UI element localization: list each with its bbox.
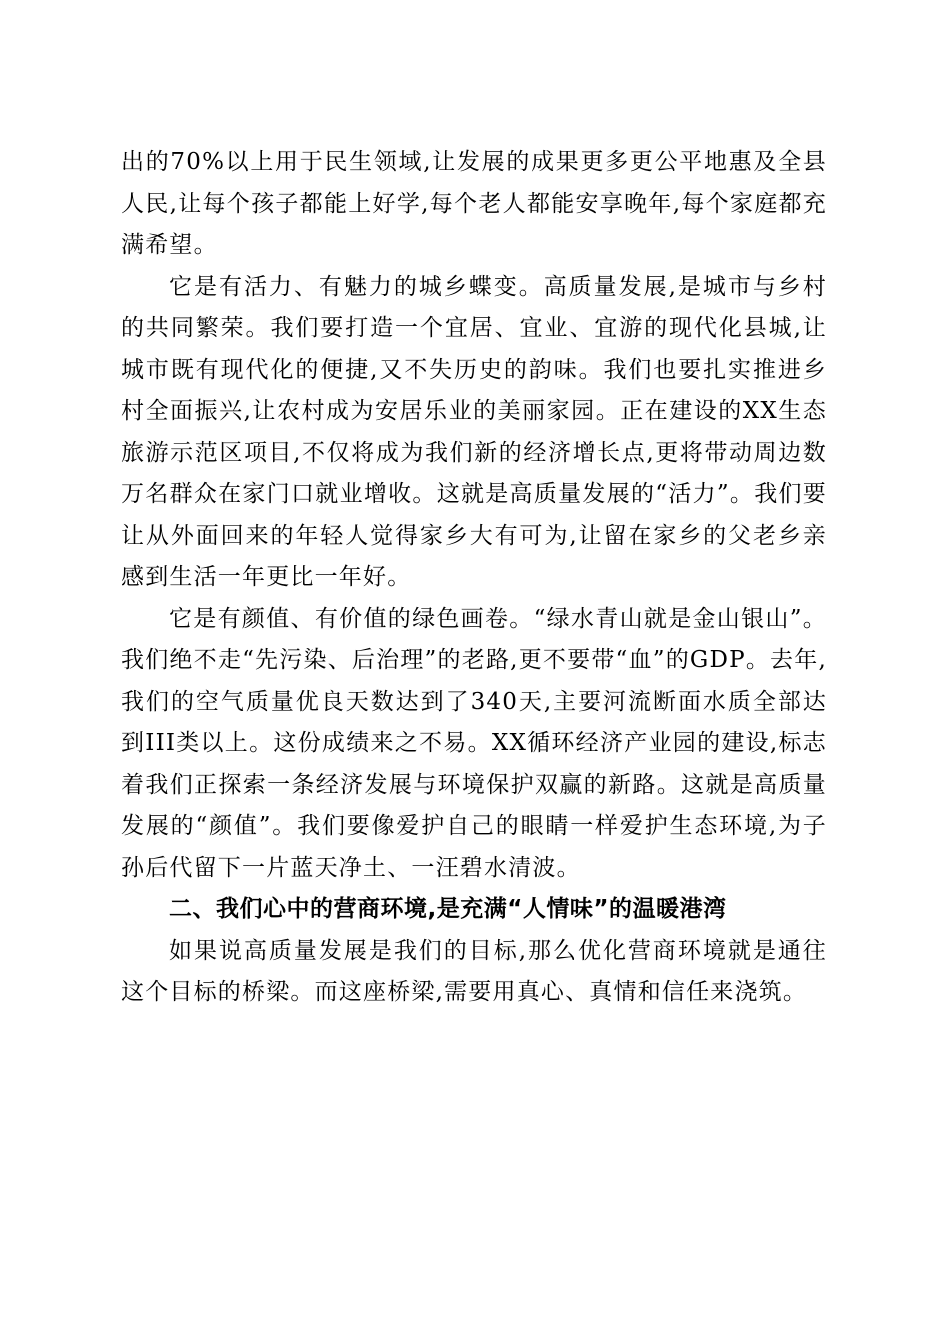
section-heading: 二、我们心中的营商环境,是充满“人情味”的温暖港湾 [169,896,727,922]
document-body [121,142,827,1014]
paragraph-urban-rural: 它是有活力、有魅力的城乡蝶变。高质量发展,是城市与乡村的共同繁荣。我们要打造一个宜居、宜业、宜游的现代化县城,让城市既有现代化的便捷,又不失历史的韵味。我们也要扎实推进乡村全面振兴,让农村成为安居乐业的美丽家园。正在建设的XX生态旅游示范区项目,不仅将成为我们新的经济增长点,更将带动周边数万名群众在家门口就业增收。这就是高质量发展的“活力”。我们要让从外面回来的年轻人觉得家乡大有可为,让留在家乡的父老乡亲感到生活一年更比一年好。 [121,273,827,590]
paragraph-business-environment: 如果说高质量发展是我们的目标,那么优化营商环境就是通往这个目标的桥梁。而这座桥梁,需要用真心、真情和信任来浇筑。 [121,937,827,1005]
paragraph-green-development: 它是有颜值、有价值的绿色画卷。“绿水青山就是金山银山”。我们绝不走“先污染、后治理”的老路,更不要带“血”的GDP。去年,我们的空气质量优良天数达到了340天,主要河流断面水质全部达到III类以上。这份成绩来之不易。XX循环经济产业园的建设,标志着我们正探索一条经济发展与环境保护双赢的新路。这就是高质量发展的“颜值”。我们要像爱护自己的眼睛一样爱护生态环境,为子孙后代留下一片蓝天净土、一汪碧水清波。 [121,605,827,881]
paragraph-people-livelihood: 出的70%以上用于民生领域,让发展的成果更多更公平地惠及全县人民,让每个孩子都能上好学,每个老人都能安享晚年,每个家庭都充满希望。 [121,149,827,258]
